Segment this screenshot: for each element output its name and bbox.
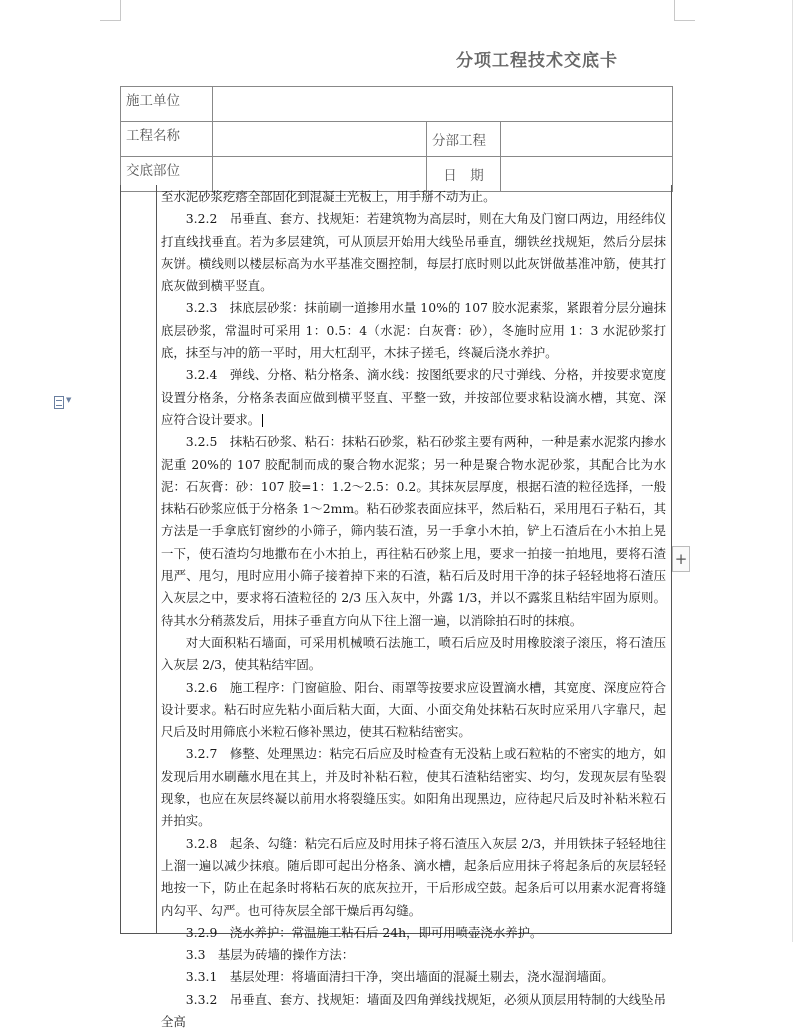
plus-icon[interactable]: + xyxy=(672,546,690,572)
project-name-label: 工程名称 xyxy=(121,122,213,157)
paragraph: 3.2.4 弹线、分格、粘分格条、滴水线：按图纸要求的尺寸弹线、分格，并按要求宽度设置分格条，分格条表面应做到横平竖直、平整一致，并按部位要求粘设滴水槽，其宽、深应符合设计要求。 xyxy=(161,367,666,427)
date-label: 日 期 xyxy=(427,157,501,192)
paragraph: 3.3.2 吊垂直、套方、找规矩：墙面及四角弹线找规矩，必须从顶层用特制的大线坠吊全高 xyxy=(161,991,666,1029)
paragraph: 3.3.1 基层处理：将墙面清扫干净，突出墙面的混凝土剔去，浇水湿润墙面。 xyxy=(185,969,614,985)
content-frame-divider xyxy=(156,185,157,933)
paragraph: 对大面积粘石墙面，可采用机械喷石法施工，喷石后应及时用橡胶滚子滚压，将石渣压入灰层 2/3，使其粘结牢固。 xyxy=(161,634,666,673)
paragraph: 至水泥砂浆疙瘩全部固化到混凝土光板上，用手掰不动为止。 xyxy=(161,189,496,204)
paragraph: 3.2.6 施工程序：门窗碹脸、阳台、雨罩等按要求应设置滴水槽，其宽度、深度应符合设计要求。粘石时应先粘小面后粘大面，大面、小面交角处抹粘石灰时应采用八字靠尺，起尺后及时用筛底小米粒石修补黑边，使其石粒粘结密实。 xyxy=(161,679,666,740)
document-style-icon[interactable]: ▼ xyxy=(54,396,80,410)
project-name-field[interactable] xyxy=(213,122,427,157)
document-body[interactable] xyxy=(161,186,666,1033)
sub-project-field[interactable] xyxy=(501,122,673,157)
paragraph: 3.2.9 浇水养护：常温施工粘石后 24h，即可用喷壶浇水养护。 xyxy=(185,924,543,940)
document-title: 分项工程技术交底卡 xyxy=(456,51,618,71)
construction-unit-label: 施工单位 xyxy=(121,87,213,122)
paragraph: 3.3 基层为砖墙的操作方法： xyxy=(185,947,355,963)
paragraph: 3.2.8 起条、勾缝：粘完石后应及时用抹子将石渣压入灰层 2/3，并用铁抹子轻轻地往上溜一遍以减少抹痕。随后即可起出分格条、滴水槽，起条后应用抹子将起条后的灰层轻轻地按一下，防止在起条时将粘石灰的底灰拉开，干后形成空鼓。起条后可以用素水泥膏将缝内勾平、勾严。也可待灰层全部干燥后再勾缝。 xyxy=(161,835,666,918)
paragraph: 3.2.7 修整、处理黑边：粘完石后应及时检查有无没粘上或石粒粘的不密实的地方，如发现后用水刷蘸水甩在其上，并及时补粘石粒，使其石渣粘结密实、均匀，发现灰层有坠裂现象，也应在灰层终凝以前用水将裂缝压实。如阳角出现黑边，应待起尺后及时补粘米粒石并拍实。 xyxy=(161,746,666,829)
disclosure-part-label: 交底部位 xyxy=(121,157,213,192)
paragraph-with-cursor xyxy=(161,364,666,431)
page-corner-top-left xyxy=(100,0,121,21)
header-table xyxy=(120,86,673,192)
page-corner-top-right xyxy=(674,0,695,21)
sub-project-label: 分部工程 xyxy=(427,122,501,157)
paragraph: 3.2.3 抹底层砂浆：抹前刷一道掺用水量 10%的 107 胶水泥素浆，紧跟着分层分遍抹底层砂浆，常温时可采用 1：0.5：4（水泥：白灰膏：砂），冬施时应用 1：3 水泥砂浆打底，抹至与冲的筋一平时，用大杠刮平，木抹子搓毛，终凝后浇水养护。 xyxy=(161,300,666,361)
scrollbar-edge xyxy=(792,0,793,942)
paragraph: 3.2.2 吊垂直、套方、找规矩：若建筑物为高层时，则在大角及门窗口两边，用经纬仪打直线找垂直。若为多层建筑，可从顶层开始用大线坠吊垂直，绷铁丝找规矩，然后分层抹灰饼。横线则以楼层标高为水平基准交圈控制，每层打底时则以此灰饼做基准冲筋，使其打底灰做到横平竖直。 xyxy=(161,211,666,294)
paragraph: 3.2.5 抹粘石砂浆、粘石：抹粘石砂浆，粘石砂浆主要有两种，一种是素水泥浆内掺水泥重 20%的 107 胶配制而成的聚合物水泥浆；另一种是聚合物水泥砂浆，其配合比为水泥：石灰膏：砂：107 胶=1：1.2～2.5：0.2。其抹灰层厚度，根据石渣的粒径选择，一般抹粘石砂浆应低于分格条 1～2mm。粘石砂浆表面应抹平，然后粘石，采用甩石子粘石，其方法是一手拿底钉窗纱的小筛子，筛内装石渣，另一手拿小木拍，铲上石渣后在小木拍上晃一下，使石渣均匀地撒布在小木拍上，再往粘石砂浆上甩，要求一拍接一拍地甩，要将石渣甩严、甩匀，甩时应用小筛子接着掉下来的石渣，粘石后及时用干净的抹子轻轻地将石渣压入灰层之中，要求将石渣粒径的 2/3 压入灰中，外露 1/3，并以不露浆且粘结牢固为原则。待其水分稍蒸发后，用抹子垂直方向从下往上溜一遍，以消除拍石时的抹痕。 xyxy=(161,434,666,628)
construction-unit-field[interactable] xyxy=(213,87,673,122)
text-cursor xyxy=(262,414,263,427)
